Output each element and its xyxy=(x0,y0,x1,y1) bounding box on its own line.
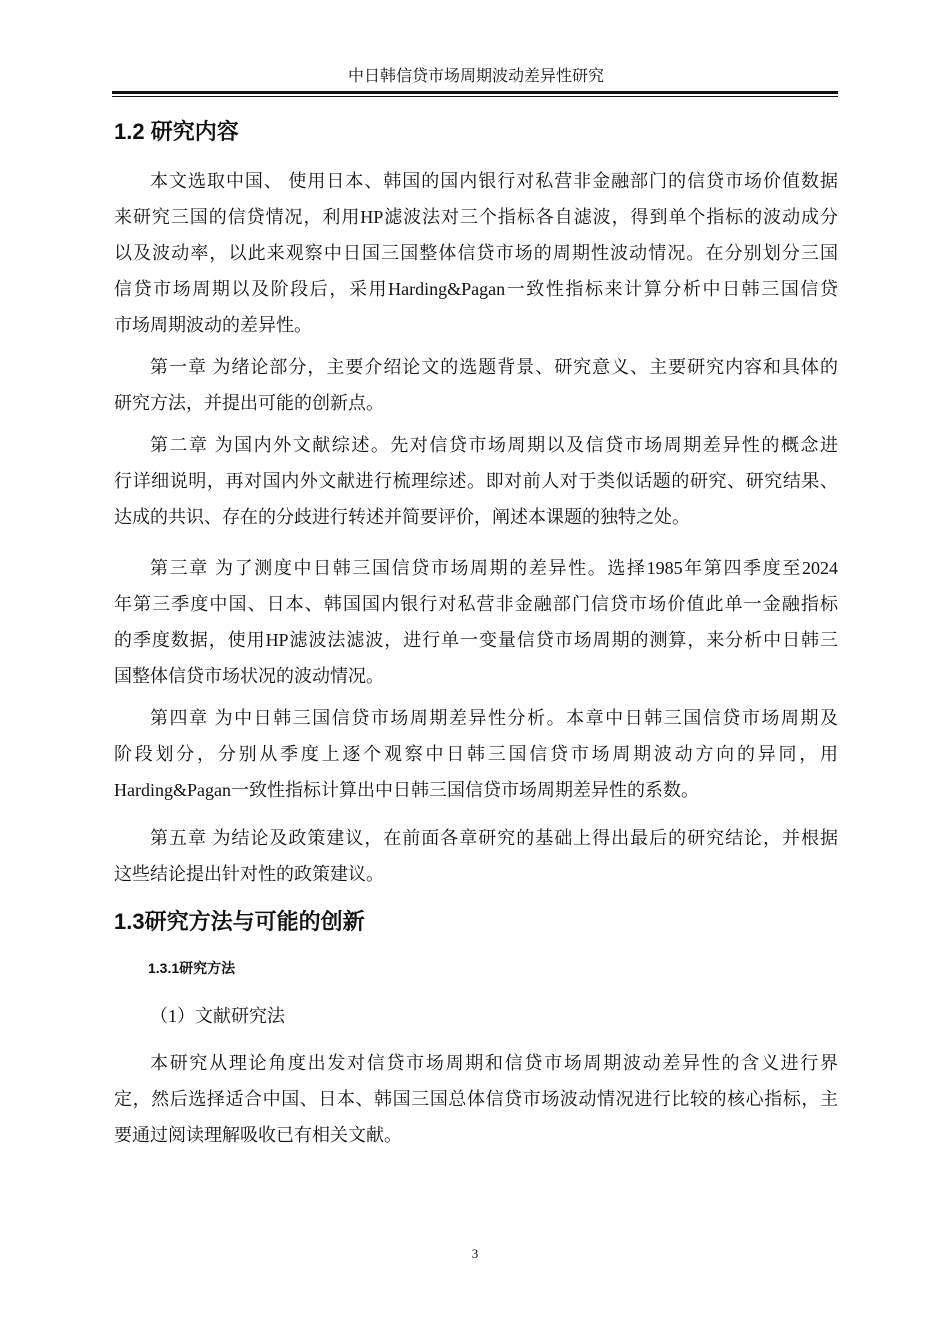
header-rule-thick xyxy=(112,91,838,94)
paragraph-line: 达成的共识、存在的分歧进行转述并简要评价，阐述本课题的独特之处。 xyxy=(114,507,690,527)
paragraph-line: 行详细说明，再对国内外文献进行梳理综述。即对前人对于类似话题的研究、研究结果、 xyxy=(114,471,838,491)
paragraph-line: 来研究三国的信贷情况，利用HP滤波法对三个指标各自滤波，得到单个指标的波动成分 xyxy=(114,207,838,227)
paragraph-line: 第一章 为绪论部分，主要介绍论文的选题背景、研究意义、主要研究内容和具体的 xyxy=(150,357,838,377)
paragraph-line: 以及波动率，以此来观察中日国三国整体信贷市场的周期性波动情况。在分别划分三国 xyxy=(114,243,838,263)
paragraph-line: 第四章 为中日韩三国信贷市场周期差异性分析。本章中日韩三国信贷市场周期及 xyxy=(150,708,838,728)
paragraph-line: 信贷市场周期以及阶段后，采用Harding&Pagan一致性指标来计算分析中日韩三国信贷 xyxy=(114,279,838,299)
subsection-heading-1-3-1: 1.3.1研究方法 xyxy=(148,960,236,976)
list-item-heading: （1）文献研究法 xyxy=(150,1006,285,1026)
paragraph-line: 的季度数据，使用HP滤波法滤波，进行单一变量信贷市场周期的测算，来分析中日韩三 xyxy=(114,630,838,650)
paragraph-line: 本研究从理论角度出发对信贷市场周期和信贷市场周期波动差异性的含义进行界 xyxy=(150,1053,838,1073)
paragraph-line: 年第三季度中国、日本、韩国国内银行对私营非金融部门信贷市场价值此单一金融指标 xyxy=(114,594,838,614)
paragraph-line: 国整体信贷市场状况的波动情况。 xyxy=(114,666,384,686)
paragraph-line: 研究方法，并提出可能的创新点。 xyxy=(114,393,384,413)
paragraph-line: 定，然后选择适合中国、日本、韩国三国总体信贷市场波动情况进行比较的核心指标，主 xyxy=(114,1089,838,1109)
running-header: 中日韩信贷市场周期波动差异性研究 xyxy=(347,68,604,85)
paragraph-line: 第五章 为结论及政策建议，在前面各章研究的基础上得出最后的研究结论，并根据 xyxy=(150,828,838,848)
paragraph-line: 第三章 为了测度中日韩三国信贷市场周期的差异性。选择1985年第四季度至2024 xyxy=(150,558,838,578)
paragraph-line: Harding&Pagan一致性指标计算出中日韩三国信贷市场周期差异性的系数。 xyxy=(114,780,699,800)
section-heading-1-3: 1.3研究方法与可能的创新 xyxy=(114,909,365,934)
paragraph-line: 市场周期波动的差异性。 xyxy=(114,315,312,335)
paragraph-line: 要通过阅读理解吸收已有相关文献。 xyxy=(114,1125,402,1145)
paragraph-line: 本文选取中国、 使用日本、韩国的国内银行对私营非金融部门的信贷市场价值数据 xyxy=(150,171,838,191)
paragraph-line: 这些结论提出针对性的政策建议。 xyxy=(114,864,384,884)
paragraph-line: 第二章 为国内外文献综述。先对信贷市场周期以及信贷市场周期差异性的概念进 xyxy=(150,435,838,455)
page-number: 3 xyxy=(471,1246,479,1261)
paragraph-line: 阶段划分，分别从季度上逐个观察中日韩三国信贷市场周期波动方向的异同，用 xyxy=(114,744,838,764)
header-rule-thin xyxy=(112,96,838,97)
section-heading-1-2: 1.2 研究内容 xyxy=(114,119,239,144)
